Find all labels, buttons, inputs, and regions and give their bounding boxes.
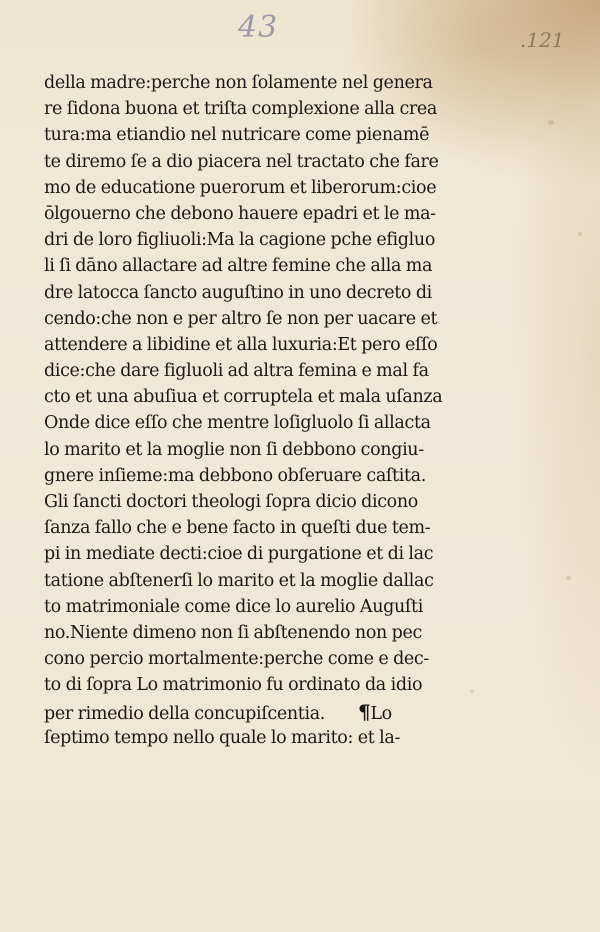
text-line: dre latocca ſancto auguſtino in uno decreto di (44, 282, 432, 303)
text-line: Gli ſancti doctori theologi ſopra dicio dicono (44, 492, 418, 512)
text-line: dri de loro figliuoli:Ma la cagione pche efigluo (44, 230, 436, 251)
text-line-segment: per rimedio della concupiſcentia. (44, 703, 326, 724)
foxing-spot (548, 120, 554, 125)
foxing-spot (578, 232, 582, 236)
foxing-spot (566, 576, 571, 580)
text-line: cendo:che non e per altro ſe non per uacare et (44, 308, 438, 329)
text-line: mo de educatione puerorum et liberorum:cioe (44, 177, 437, 198)
text-line: to di ſopra Lo matrimonio fu ordinato da idio (44, 675, 423, 696)
body-text (44, 70, 454, 751)
text-line: no.Niente dimeno non ſi abſtenendo non pec (44, 622, 422, 643)
text-line: dice:che dare figluoli ad altra femina e mal fa (44, 361, 429, 382)
corner-folio-note: .121 (520, 28, 565, 52)
text-line: te diremo ſe a dio piacera nel tractato che fare (44, 151, 439, 172)
text-line: Onde dice eſſo che mentre loſigluolo ſi allacta (44, 413, 431, 434)
text-line: cto et una abuſiua et corruptela et mala uſanza (44, 387, 443, 408)
paragraph-mark-word: Lo (370, 703, 392, 724)
text-line: attendere a libidine et alla luxuria:Et pero eſſo (44, 334, 438, 355)
text-line: pi in mediate decti:cioe di purgatione et di lac (44, 544, 434, 565)
text-line: tura:ma etiandio nel nutricare come pienamē (44, 125, 430, 146)
foxing-spot (470, 690, 474, 693)
text-line: ōlgouerno che debono hauere epadri et le ma- (44, 203, 436, 224)
text-line: to matrimoniale come dice lo aurelio Auguſti (44, 596, 423, 617)
paragraph-mark-icon: ¶ (358, 699, 371, 724)
text-line: gnere inſieme:ma debbono obſeruare caſtita. (44, 465, 426, 486)
text-line: re ſidona buona et triſta complexione alla crea (44, 99, 438, 120)
text-line: li ſi dāno allactare ad altre femine che alla ma (44, 256, 433, 277)
text-line: lo marito et la moglie non ſi debbono congiu- (44, 439, 424, 460)
text-line: della madre:perche non ſolamente nel genera (44, 73, 433, 93)
text-line-with-paragraph-mark (44, 699, 454, 725)
text-line: ſanza fallo che e bene facto in queſti due tem- (44, 518, 431, 539)
handwritten-folio-number: 43 (238, 10, 279, 45)
text-line: tatione abſtenerſi lo marito et la moglie dallac (44, 570, 434, 591)
text-line: ſeptimo tempo nello quale lo marito: et la- (44, 727, 401, 748)
text-line: cono percio mortalmente:perche come e dec- (44, 649, 429, 670)
